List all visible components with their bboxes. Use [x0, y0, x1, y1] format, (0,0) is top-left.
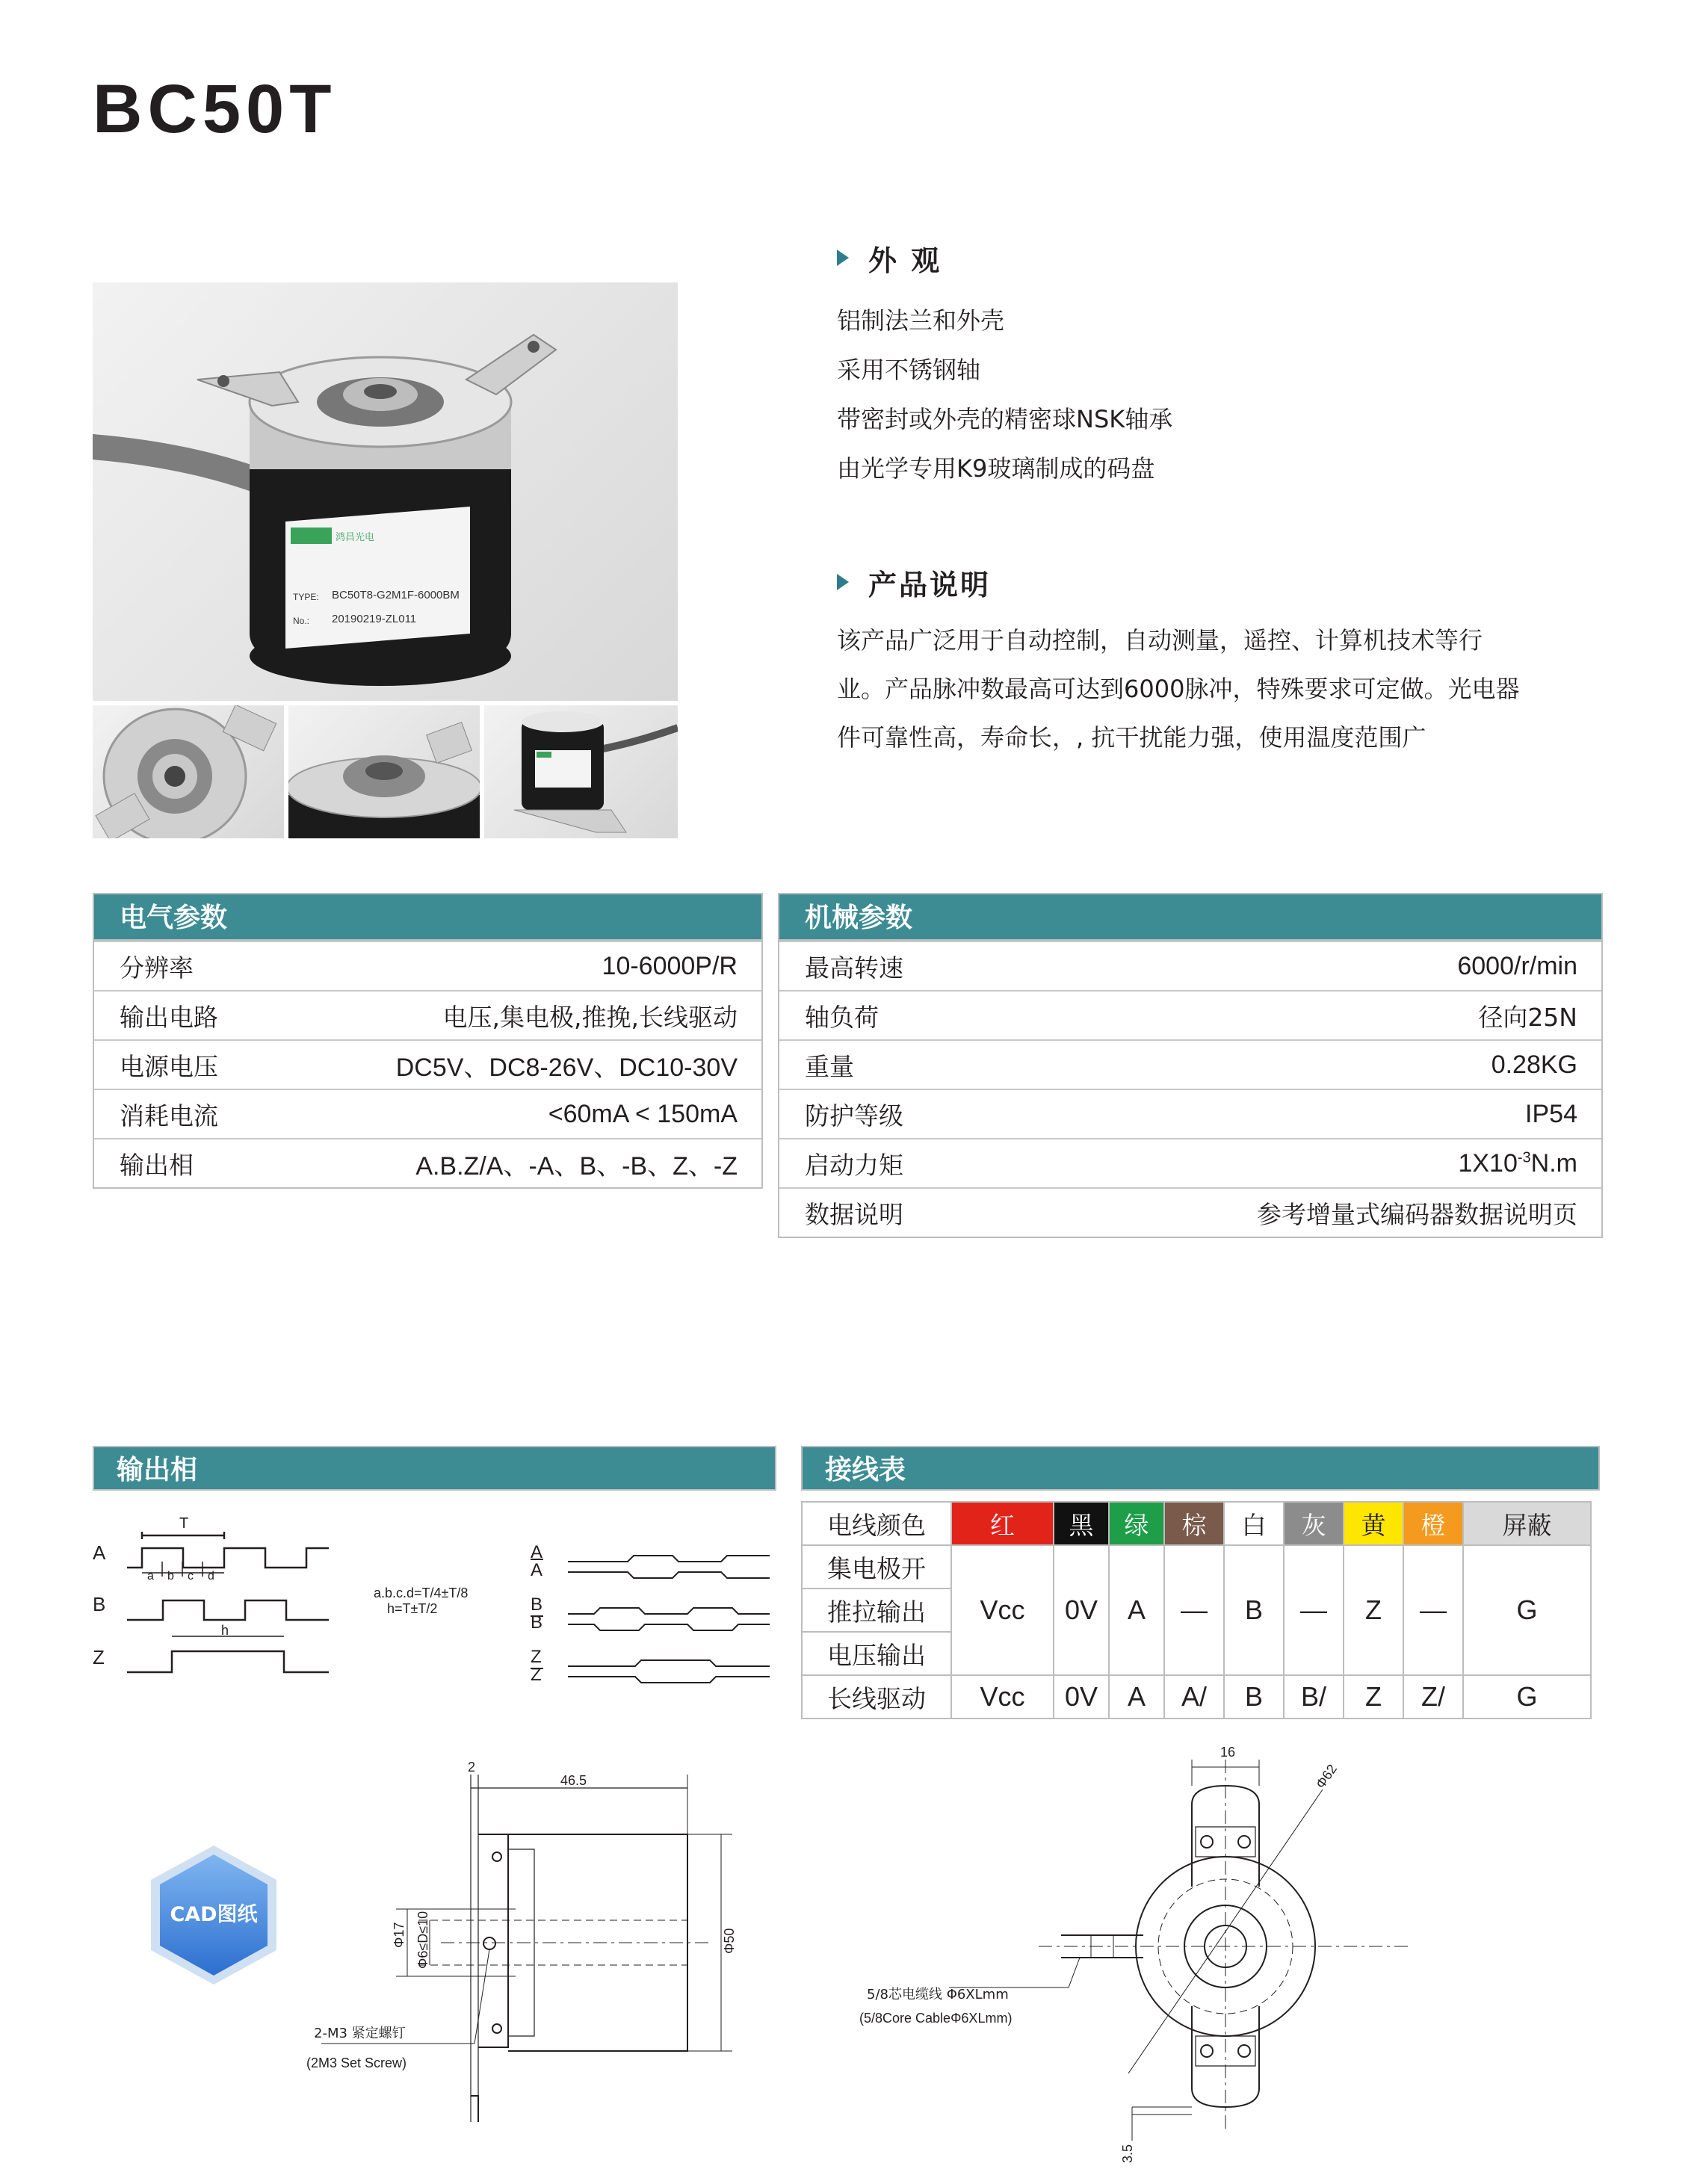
feature-item: 铝制法兰和外壳 [837, 306, 1005, 335]
svg-text:A: A [93, 1541, 106, 1564]
appearance-heading: 外 观 [837, 238, 942, 279]
description-line: 该产品广泛用于自动控制，自动测量，遥控、计算机技术等行 [837, 626, 1483, 655]
wiring-value: 0V [1054, 1545, 1109, 1675]
svg-text:2: 2 [468, 1760, 476, 1775]
svg-text:TYPE:: TYPE: [293, 592, 319, 602]
param-row: 最高转速 6000/r/min [779, 941, 1601, 990]
svg-text:a.b.c.d=T/4±T/8: a.b.c.d=T/4±T/8 [374, 1586, 469, 1600]
wiring-value: — [1403, 1545, 1463, 1675]
wiring-value: A [1109, 1545, 1164, 1675]
wiring-table [801, 1501, 1592, 1719]
svg-text:鸿昌光电: 鸿昌光电 [336, 532, 375, 543]
wire-color-cell: 白 [1224, 1502, 1284, 1545]
wiring-value: B [1224, 1675, 1284, 1719]
svg-text:16: 16 [1220, 1745, 1236, 1760]
encoder-side-image [484, 705, 678, 838]
encoder-image [93, 282, 678, 701]
wire-color-cell: 绿 [1109, 1502, 1164, 1545]
svg-text:Z: Z [531, 1647, 542, 1667]
electrical-params-heading: 电气参数 [94, 894, 761, 941]
param-row: 输出相 A.B.Z/A、-A、B、-B、Z、-Z [94, 1138, 761, 1187]
product-photo-main [93, 282, 678, 701]
param-row: 输出电路 电压,集电极,推挽,长线驱动 [94, 990, 761, 1039]
svg-text:B: B [93, 1593, 106, 1615]
product-photo-top [288, 705, 480, 838]
encoder-top-image [288, 705, 480, 838]
wiring-value: Vcc [951, 1545, 1054, 1675]
wire-color-cell: 黄 [1344, 1502, 1403, 1545]
svg-text:Φ50: Φ50 [722, 1928, 737, 1954]
product-photo-front [93, 705, 284, 838]
svg-text:Φ17: Φ17 [392, 1922, 407, 1948]
cad-front-view [844, 1745, 1592, 2163]
param-row: 分辨率 10-6000P/R [94, 941, 761, 990]
svg-text:46.5: 46.5 [560, 1773, 587, 1788]
row-label: 电压输出 [802, 1632, 951, 1675]
description-text [837, 616, 1607, 762]
param-row: 数据说明 参考增量式编码器数据说明页 [779, 1187, 1601, 1237]
row-label: 推拉输出 [802, 1588, 951, 1632]
svg-text:5/8芯电缆线 Φ6XLmm: 5/8芯电缆线 Φ6XLmm [867, 1987, 1009, 2002]
param-row: 防护等级 IP54 [779, 1089, 1601, 1138]
wiring-value: B [1224, 1545, 1284, 1675]
feature-item: 采用不锈钢轴 [837, 356, 981, 384]
wiring-value: Z [1344, 1545, 1403, 1675]
description-line: 件可靠性高，寿命长，, 抗干扰能力强，使用温度范围广 [837, 723, 1426, 752]
svg-text:B: B [531, 1612, 543, 1633]
triangle-icon [837, 250, 849, 266]
svg-text:(2M3 Set Screw): (2M3 Set Screw) [306, 2055, 407, 2070]
svg-text:3.5: 3.5 [1120, 2144, 1135, 2163]
wiring-value: A [1109, 1675, 1164, 1719]
svg-text:A: A [531, 1560, 543, 1580]
output-phase-heading: 输出相 [93, 1446, 776, 1491]
param-row: 电源电压 DC5V、DC8-26V、DC10-30V [94, 1039, 761, 1089]
table-row [802, 1545, 1591, 1588]
wire-color-cell: 黑 [1054, 1502, 1109, 1545]
encoder-front-image [93, 705, 284, 838]
wiring-value: — [1164, 1545, 1224, 1675]
wiring-value: Z/ [1403, 1675, 1463, 1719]
svg-text:T: T [179, 1515, 189, 1532]
wire-color-cell: 灰 [1284, 1502, 1344, 1545]
svg-text:Φ62: Φ62 [1312, 1761, 1341, 1792]
wiring-heading: 接线表 [801, 1446, 1600, 1491]
wiring-value: Z [1344, 1675, 1403, 1719]
svg-text:Z: Z [93, 1646, 105, 1668]
wiring-value: A/ [1164, 1675, 1224, 1719]
wire-color-cell: 红 [951, 1502, 1054, 1545]
svg-text:20190219-ZL011: 20190219-ZL011 [332, 613, 417, 625]
feature-item: 由光学专用K9玻璃制成的码盘 [837, 454, 1155, 483]
wiring-value: G [1463, 1675, 1591, 1719]
svg-text:b: b [167, 1570, 174, 1583]
svg-text:B: B [531, 1594, 543, 1615]
svg-text:Z: Z [531, 1665, 542, 1685]
electrical-params-table [93, 893, 763, 1189]
mechanical-params-table [778, 893, 1603, 1238]
description-heading: 产品说明 [837, 562, 991, 603]
wiring-value: — [1284, 1545, 1344, 1675]
wire-color-cell: 橙 [1403, 1502, 1463, 1545]
wiring-value: B/ [1284, 1675, 1344, 1719]
feature-item: 带密封或外壳的精密球NSK轴承 [837, 405, 1173, 433]
color-row [802, 1502, 1591, 1545]
svg-text:CAD图纸: CAD图纸 [170, 1903, 258, 1926]
param-row: 轴负荷 径向25N [779, 990, 1601, 1039]
svg-text:(5/8Core CableΦ6XLmm): (5/8Core CableΦ6XLmm) [859, 2011, 1013, 2026]
triangle-icon [837, 574, 849, 590]
svg-text:BC50T8-G2M1F-6000BM: BC50T8-G2M1F-6000BM [332, 589, 460, 601]
svg-text:No.:: No.: [293, 616, 310, 626]
description-line: 业。产品脉冲数最高可达到6000脉冲，特殊要求可定做。光电器 [837, 675, 1520, 703]
wire-color-cell: 屏蔽 [1463, 1502, 1591, 1545]
row-label: 集电极开 [802, 1545, 951, 1588]
wire-color-header: 电线颜色 [802, 1502, 951, 1545]
wiring-value: Vcc [951, 1675, 1054, 1719]
wiring-value: 0V [1054, 1675, 1109, 1719]
svg-text:d: d [208, 1570, 214, 1583]
svg-text:c: c [188, 1570, 194, 1583]
mechanical-params-heading: 机械参数 [779, 894, 1601, 941]
svg-text:h: h [221, 1623, 229, 1638]
page-title: BC50T [93, 71, 337, 147]
row-label: 长线驱动 [802, 1675, 951, 1719]
svg-text:A: A [531, 1542, 543, 1562]
table-row [802, 1675, 1591, 1719]
param-row: 消耗电流 <60mA < 150mA [94, 1089, 761, 1138]
svg-text:Φ6≤D≤10: Φ6≤D≤10 [415, 1911, 430, 1969]
wire-color-cell: 棕 [1164, 1502, 1224, 1545]
product-photo-side [484, 705, 678, 838]
output-phase-waveforms [82, 1502, 800, 1689]
param-row: 启动力矩 $1X10^{-3}N.m$ [779, 1138, 1601, 1187]
cad-side-view [291, 1752, 792, 2126]
param-row: 重量 0.28KG [779, 1039, 1601, 1089]
svg-text:h=T±T/2: h=T±T/2 [387, 1601, 438, 1616]
cad-badge [148, 1843, 279, 1987]
wiring-value: G [1463, 1545, 1591, 1675]
svg-text:2-M3 紧定螺钉: 2-M3 紧定螺钉 [314, 2026, 406, 2041]
svg-text:a: a [147, 1570, 154, 1583]
